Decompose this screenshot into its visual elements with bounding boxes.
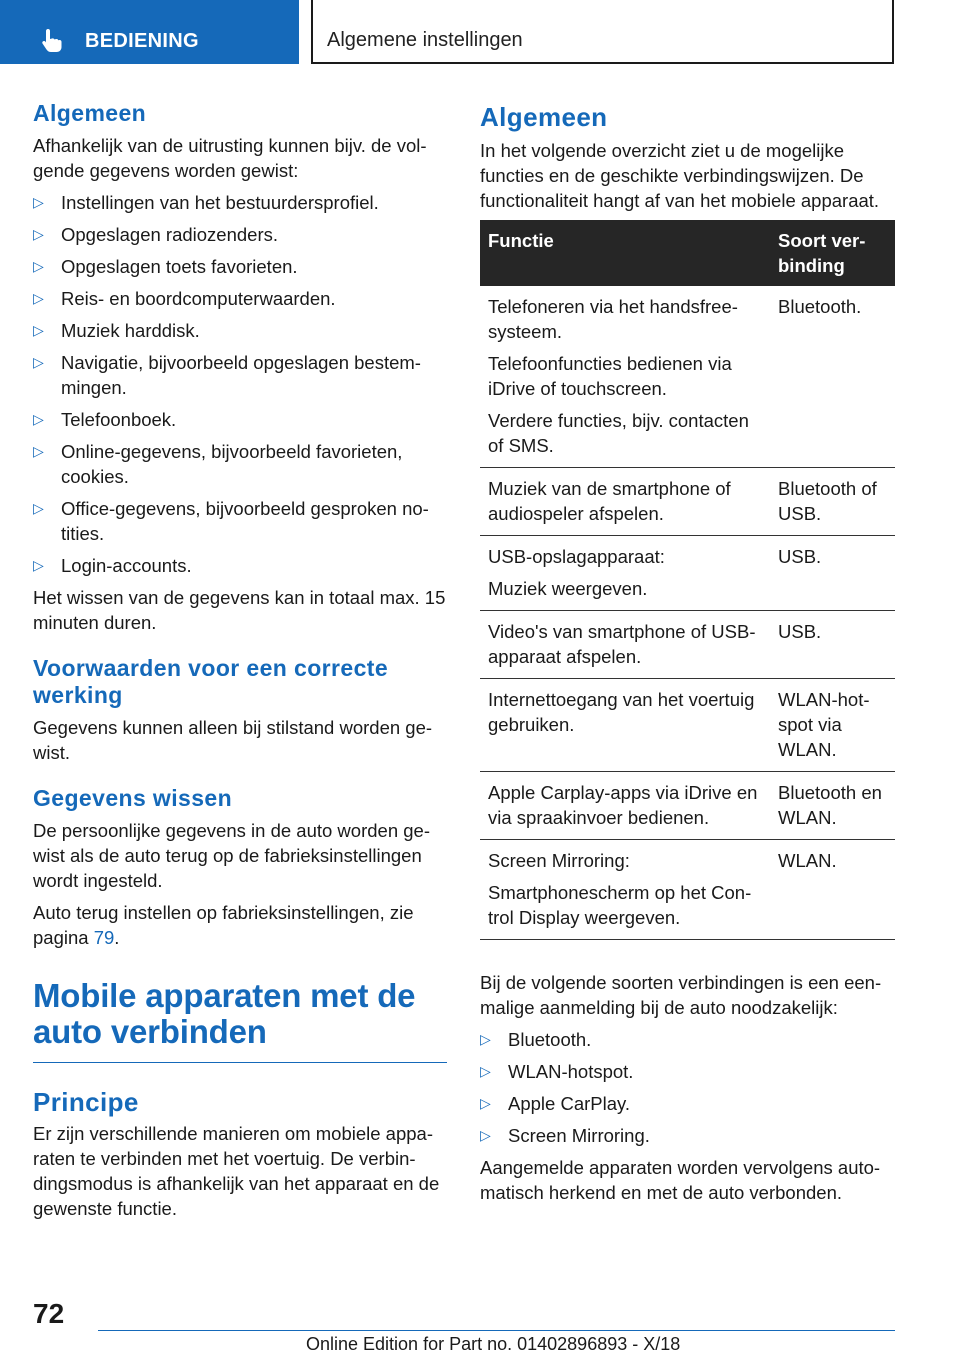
right-algemeen-heading: Algemeen (480, 102, 608, 132)
registration-list (480, 1027, 895, 1148)
function-cell: Telefoneren via het handsfree-systeem. Telefoonfuncties bedienen via iDrive of touchscreen. Verdere functies, bijv. contacten of SMS. (480, 286, 770, 468)
function-cell: USB-opslagapparaat: Muziek weergeven. (480, 536, 770, 611)
chapter-title: Algemene instellingen (327, 29, 523, 51)
list-item: ▷ Telefoonboek. (33, 409, 177, 430)
list-item: ▷ Online-gegevens, bijvoorbeeld favorieten, cookies. (33, 441, 403, 487)
table-row (480, 536, 895, 611)
triangle-bullet-icon: ▷ (33, 194, 44, 210)
chapter-title-box (311, 0, 894, 64)
table-row (480, 679, 895, 772)
list-item: ▷ Muziek harddisk. (33, 320, 200, 341)
connection-cell: WLAN. (770, 840, 895, 940)
wissen-text: De persoonlijke gegevens in de auto worden ge‐wist als de auto terug op de fabrieksinstellingen wordt ingesteld. (33, 820, 430, 891)
footer-divider (98, 1330, 895, 1331)
algemeen-intro: Afhankelijk van de uitrusting kunnen bijv. de vol‐gende gegevens worden gewist: (33, 135, 427, 181)
erase-data-list (33, 190, 447, 578)
triangle-bullet-icon: ▷ (480, 1063, 491, 1079)
triangle-bullet-icon: ▷ (33, 226, 44, 242)
table-header-function: Functie (480, 220, 770, 286)
list-item: ▷ Reis- en boordcomputerwaarden. (33, 288, 336, 309)
triangle-bullet-icon: ▷ (480, 1095, 491, 1111)
connection-cell: Bluetooth of USB. (770, 468, 895, 536)
table-row (480, 840, 895, 940)
list-item: ▷ Bluetooth. (480, 1029, 592, 1050)
table-row (480, 468, 895, 536)
connection-cell: Bluetooth. (770, 286, 895, 468)
section-title: Mobile apparaten met de auto verbinden (33, 978, 447, 1063)
triangle-bullet-icon: ▷ (33, 443, 44, 459)
list-item: ▷ Opgeslagen toets favorieten. (33, 256, 298, 277)
registration-outro: Aangemelde apparaten worden vervolgens auto‐matisch herkend en met de auto verbonden. (480, 1157, 881, 1203)
hand-pointer-icon (38, 26, 66, 54)
right-column (480, 102, 895, 1212)
triangle-bullet-icon: ▷ (33, 258, 44, 274)
right-algemeen-intro: In het volgende overzicht ziet u de mogelijke functies en de geschikte verbindingswijzen. De functionaliteit hangt af van het mobiele apparaat. (480, 140, 880, 211)
list-item: ▷ Office-gegevens, bijvoorbeeld gesproken no‐tities. (33, 498, 429, 544)
principe-text: Er zijn verschillende manieren om mobiele appa‐raten te verbinden met het voertuig. De verbin‐dingsmodus is afhankelijk van het apparaat en de gewenste functie. (33, 1123, 440, 1219)
registration-intro: Bij de volgende soorten verbindingen is een een‐malige aanmelding bij de auto noodzakelijk: (480, 972, 882, 1018)
wissen-reference: Auto terug instellen op fabrieksinstellingen, zie pagina 79. (33, 902, 414, 948)
list-item: ▷ Navigatie, bijvoorbeeld opgeslagen bestem‐mingen. (33, 352, 421, 398)
section-tab (0, 0, 299, 64)
function-cell: Internettoegang van het voertuig gebruiken. (480, 679, 770, 772)
list-item: ▷ Apple CarPlay. (480, 1093, 631, 1114)
section-label: BEDIENING (85, 30, 199, 52)
list-item: ▷ WLAN-hotspot. (480, 1061, 634, 1082)
voorwaarden-text: Gegevens kunnen alleen bij stilstand worden ge‐wist. (33, 717, 433, 763)
voorwaarden-heading: Voorwaarden voor een correcte werking (33, 655, 389, 708)
triangle-bullet-icon: ▷ (480, 1127, 491, 1143)
triangle-bullet-icon: ▷ (33, 557, 44, 573)
connection-cell: USB. (770, 611, 895, 679)
list-item: ▷ Opgeslagen radiozenders. (33, 224, 279, 245)
table-row (480, 286, 895, 468)
connection-cell: USB. (770, 536, 895, 611)
algemeen-outro: Het wissen van de gegevens kan in totaal max. 15 minuten duren. (33, 587, 446, 633)
triangle-bullet-icon: ▷ (33, 290, 44, 306)
footer-edition: Online Edition for Part no. 01402896893 - X/18 (306, 1334, 681, 1354)
list-item: ▷ Screen Mirroring. (480, 1125, 650, 1146)
wissen-heading: Gegevens wissen (33, 785, 233, 811)
page-number: 72 (33, 1298, 65, 1329)
connection-table (480, 220, 895, 940)
left-column (33, 100, 447, 1228)
triangle-bullet-icon: ▷ (33, 500, 44, 516)
triangle-bullet-icon: ▷ (480, 1031, 491, 1047)
triangle-bullet-icon: ▷ (33, 411, 44, 427)
algemeen-heading: Algemeen (33, 100, 147, 126)
triangle-bullet-icon: ▷ (33, 322, 44, 338)
page-reference-link[interactable]: 79 (93, 927, 115, 948)
table-row (480, 611, 895, 679)
function-cell: Video's van smartphone of USB-apparaat afspelen. (480, 611, 770, 679)
function-cell: Muziek van de smartphone of audiospeler afspelen. (480, 468, 770, 536)
function-cell: Screen Mirroring: Smartphonescherm op het Con‐trol Display weergeven. (480, 840, 770, 940)
list-item: ▷ Instellingen van het bestuurdersprofiel. (33, 192, 379, 213)
table-header-connection: Soort ver‐binding (770, 220, 895, 286)
principe-heading: Principe (33, 1087, 139, 1117)
connection-cell: Bluetooth en WLAN. (770, 772, 895, 840)
list-item: ▷ Login-accounts. (33, 555, 192, 576)
function-cell: Apple Carplay-apps via iDrive en via spraakinvoer bedienen. (480, 772, 770, 840)
table-header-row (480, 220, 895, 286)
triangle-bullet-icon: ▷ (33, 354, 44, 370)
connection-cell: WLAN-hot‐spot via WLAN. (770, 679, 895, 772)
table-row (480, 772, 895, 840)
